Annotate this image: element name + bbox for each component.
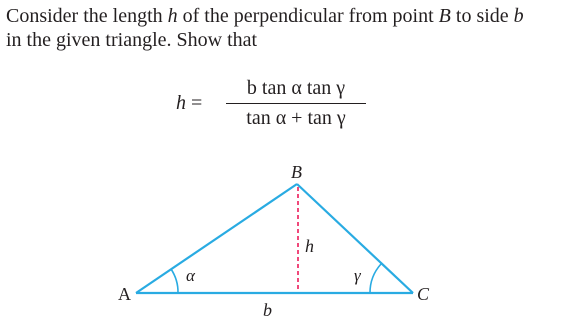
formula-lhs: h = [176, 92, 203, 114]
vertex-B-label: B [291, 162, 302, 182]
problem-line-2: in the given triangle. Show that [6, 29, 258, 51]
var-h: h [167, 5, 178, 27]
vertex-A-label: A [118, 284, 131, 304]
side-b-label: b [263, 300, 272, 319]
height-h-label: h [305, 236, 314, 256]
angle-alpha-arc [171, 269, 178, 293]
side-AB [136, 184, 297, 293]
angle-gamma-arc [370, 264, 381, 293]
var-B: B [438, 5, 451, 27]
angle-gamma-label: γ [354, 266, 361, 285]
formula-denominator: tan α + tan γ [246, 107, 346, 129]
angle-alpha-label: α [186, 266, 195, 285]
vertex-C-label: C [417, 284, 430, 304]
formula-numerator: b tan α tan γ [246, 77, 346, 99]
var-b: b [513, 5, 524, 27]
problem-line-1: Consider the length h of the perpendicular from point B to side b [6, 5, 524, 27]
